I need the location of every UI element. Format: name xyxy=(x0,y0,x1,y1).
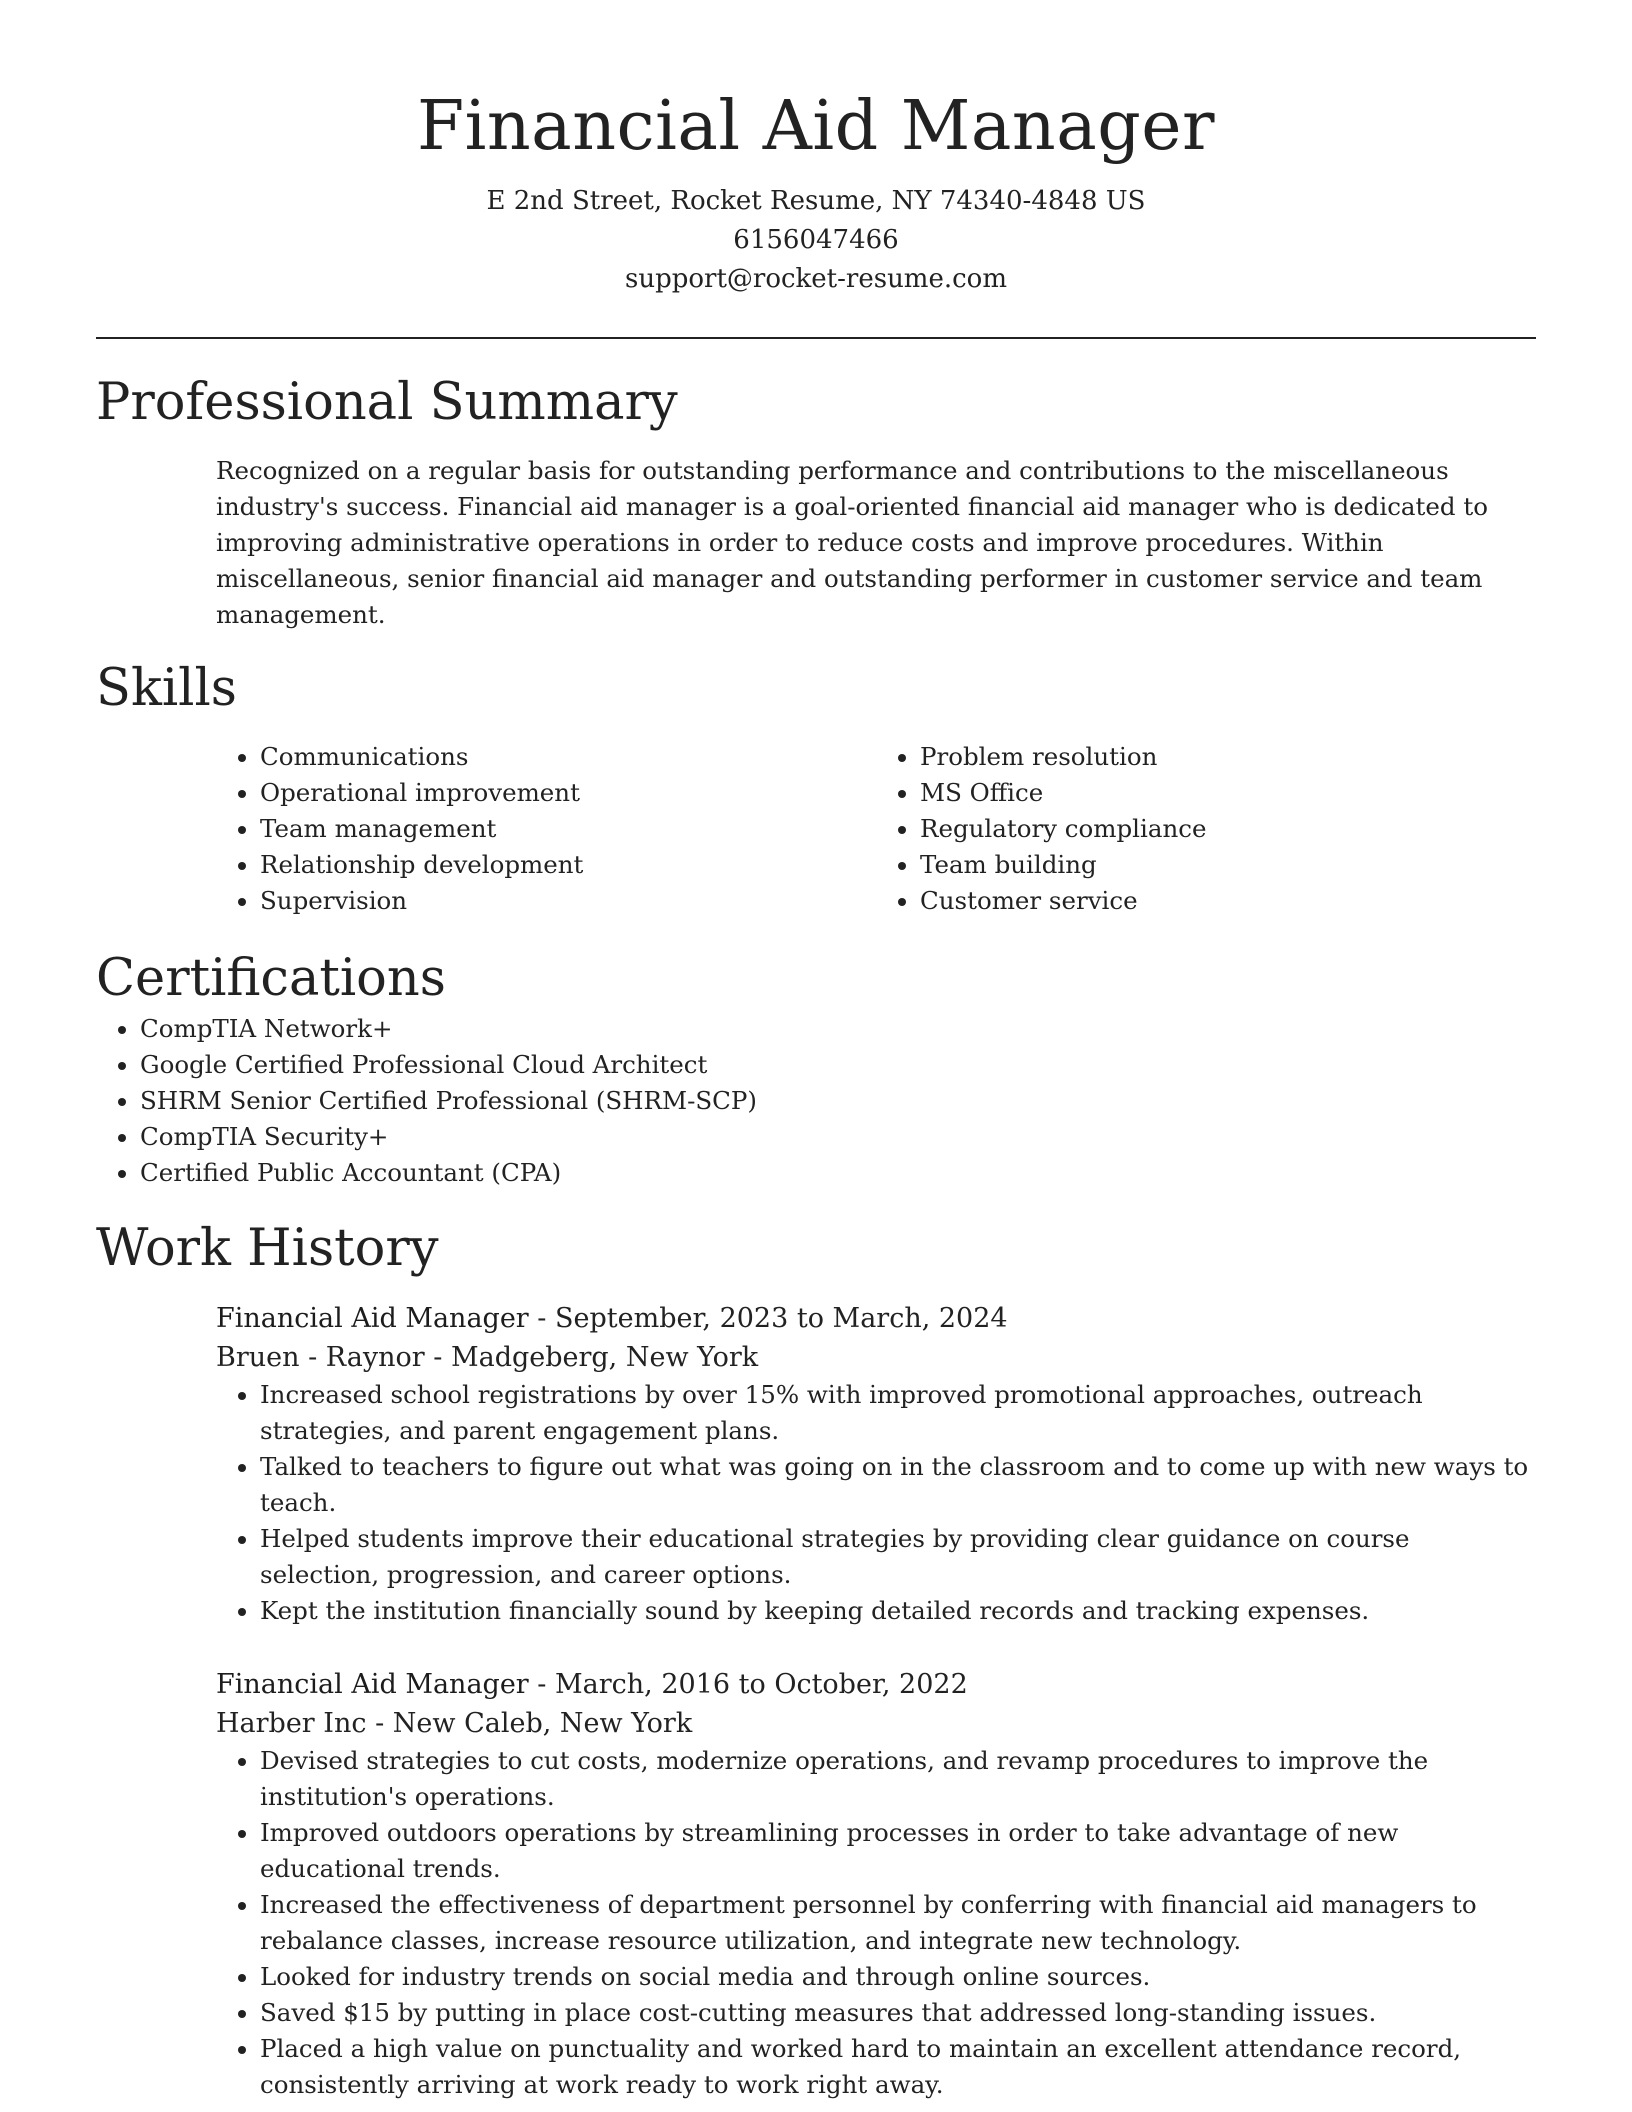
job-bullet: • Kept the institution financially sound by keeping detailed records and tracking expenses. xyxy=(260,1593,1536,1629)
address: E 2nd Street, Rocket Resume, NY 74340-4848 US xyxy=(486,186,1146,216)
job-bullet: • Looked for industry trends on social media and through online sources. xyxy=(260,1959,1536,1995)
job-title: Financial Aid Manager xyxy=(216,1303,529,1334)
job-dates: - March, 2016 to October, 2022 xyxy=(528,1669,968,1700)
skill-item: • Regulatory compliance xyxy=(920,811,1536,847)
work-history-heading: Work History xyxy=(96,1219,439,1278)
skill-item: • Supervision xyxy=(260,883,876,919)
job-bullet: • Devised strategies to cut costs, modernize operations, and revamp procedures to improve the institution's operations. xyxy=(260,1743,1536,1815)
certification-item: • Google Certified Professional Cloud Architect xyxy=(140,1047,1536,1083)
certification-item: • CompTIA Network+ xyxy=(140,1011,1536,1047)
job-title-line xyxy=(216,1299,1536,1338)
job-bullet: • Increased school registrations by over 15% with improved promotional approaches, outreach strategies, and parent engagement plans. xyxy=(260,1377,1536,1449)
skills-list xyxy=(216,739,1536,919)
skill-item: • Customer service xyxy=(920,883,1536,919)
certification-item: • CompTIA Security+ xyxy=(140,1119,1536,1155)
skill-item: • Operational improvement xyxy=(260,775,876,811)
job-company: Bruen - Raynor xyxy=(216,1342,425,1373)
job-entry xyxy=(216,1299,1536,1629)
email-address: support@rocket-resume.com xyxy=(624,264,1007,294)
summary-text: Recognized on a regular basis for outstanding performance and contributions to the miscellaneous industry's success. Financial aid manager is a goal-oriented financial aid manager who is dedicated to improving administrative operations in order to reduce costs and improve procedures. Within miscellaneous, senior financial aid manager and outstanding performer in customer service and team management. xyxy=(216,456,1488,629)
contact-info xyxy=(96,182,1536,299)
job-bullet: • Talked to teachers to figure out what was going on in the classroom and to come up with new ways to teach. xyxy=(260,1449,1536,1521)
certification-item: • Certified Public Accountant (CPA) xyxy=(140,1155,1536,1191)
phone-number: 6156047466 xyxy=(733,225,899,255)
job-bullets xyxy=(216,1377,1536,1629)
job-dates: - September, 2023 to March, 2024 xyxy=(528,1303,1008,1334)
job-bullet: • Saved $15 by putting in place cost-cutting measures that addressed long-standing issues. xyxy=(260,1995,1536,2031)
job-company-line xyxy=(216,1338,1536,1377)
job-bullet: • Placed a high value on punctuality and worked hard to maintain an excellent attendance record, consistently arriving at work ready to work right away. xyxy=(260,2031,1536,2103)
skills-column-left xyxy=(216,739,876,919)
skill-item: • Team management xyxy=(260,811,876,847)
resume-header xyxy=(96,0,1536,299)
summary-heading: Professional Summary xyxy=(96,373,678,432)
job-title-line xyxy=(216,1665,1536,1704)
skill-item: • Team building xyxy=(920,847,1536,883)
certification-item: • SHRM Senior Certified Professional (SHRM-SCP) xyxy=(140,1083,1536,1119)
job-bullet: • Increased the effectiveness of department personnel by conferring with financial aid managers to rebalance classes, increase resource utilization, and integrate new technology. xyxy=(260,1887,1536,1959)
job-location: - Madgeberg, New York xyxy=(424,1342,759,1373)
job-company: Harber Inc xyxy=(216,1708,367,1739)
job-entry xyxy=(216,1665,1536,2103)
certifications-list xyxy=(96,1011,1536,1191)
skills-heading: Skills xyxy=(96,659,237,718)
skill-item: • Problem resolution xyxy=(920,739,1536,775)
skill-item: • MS Office xyxy=(920,775,1536,811)
candidate-name: Financial Aid Manager xyxy=(416,87,1216,166)
skill-item: • Communications xyxy=(260,739,876,775)
job-bullet: • Improved outdoors operations by streamlining processes in order to take advantage of new educational trends. xyxy=(260,1815,1536,1887)
job-title: Financial Aid Manager xyxy=(216,1669,529,1700)
skill-item: • Relationship development xyxy=(260,847,876,883)
job-location: - New Caleb, New York xyxy=(366,1708,693,1739)
job-bullets xyxy=(216,1743,1536,2103)
certifications-heading: Certifications xyxy=(96,949,446,1008)
header-divider xyxy=(96,337,1536,339)
job-bullet: • Helped students improve their educational strategies by providing clear guidance on course selection, progression, and career options. xyxy=(260,1521,1536,1593)
skills-column-right xyxy=(876,739,1536,919)
job-company-line xyxy=(216,1704,1536,1743)
